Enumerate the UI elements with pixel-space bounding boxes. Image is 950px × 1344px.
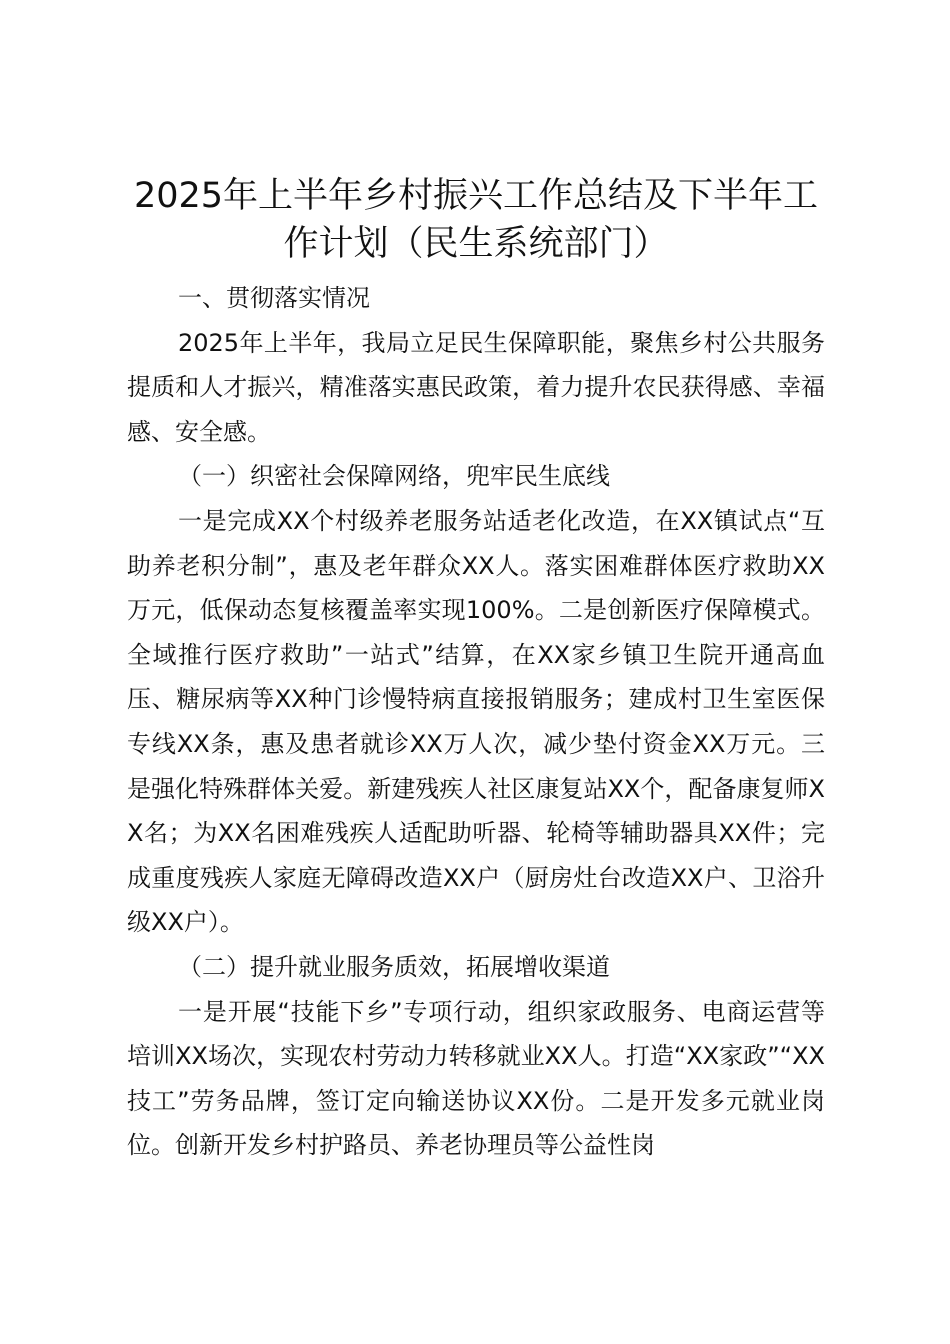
subsection-heading: （二）提升就业服务质效，拓展增收渠道 <box>178 952 610 981</box>
body-paragraph: 一是完成XX个村级养老服务站适老化改造，在XX镇试点“互助养老积分制”，惠及老年群众XX人。落实困难群体医疗救助XX万元，低保动态复核覆盖率实现100%。二是创新医疗保障模式。全域推行医疗救助”一站式”结算，在XX家乡镇卫生院开通高血压、糖尿病等XX种门诊慢特病直接报销服务；建成村卫生室医保专线XX条，惠及患者就诊XX万人次，减少垫付资金XX万元。三是强化特殊群体关爱。新建残疾人社区康复站XX个，配备康复师XX名；为XX名困难残疾人适配助听器、轮椅等辅助器具XX件；完成重度残疾人家庭无障碍改造XX户（厨房灶台改造XX户、卫浴升级XX户）。 <box>127 506 825 937</box>
document-title: 2025年上半年乡村振兴工作总结及下半年工作计划（民生系统部门） <box>133 176 819 264</box>
section-heading: 一、贯彻落实情况 <box>178 284 370 312</box>
body-paragraph: 一是开展“技能下乡”专项行动，组织家政服务、电商运营等培训XX场次，实现农村劳动力转移就业XX人。打造“XX家政”“XX技工”劳务品牌，签订定向输送协议XX份。二是开发多元就业岗位。创新开发乡村护路员、养老协理员等公益性岗 <box>127 997 825 1160</box>
document-body <box>127 276 825 1168</box>
subsection-heading: （一）织密社会保障网络，兜牢民生底线 <box>178 462 610 491</box>
body-paragraph: 2025年上半年，我局立足民生保障职能，聚焦乡村公共服务提质和人才振兴，精准落实惠民政策，着力提升农民获得感、幸福感、安全感。 <box>127 328 825 446</box>
